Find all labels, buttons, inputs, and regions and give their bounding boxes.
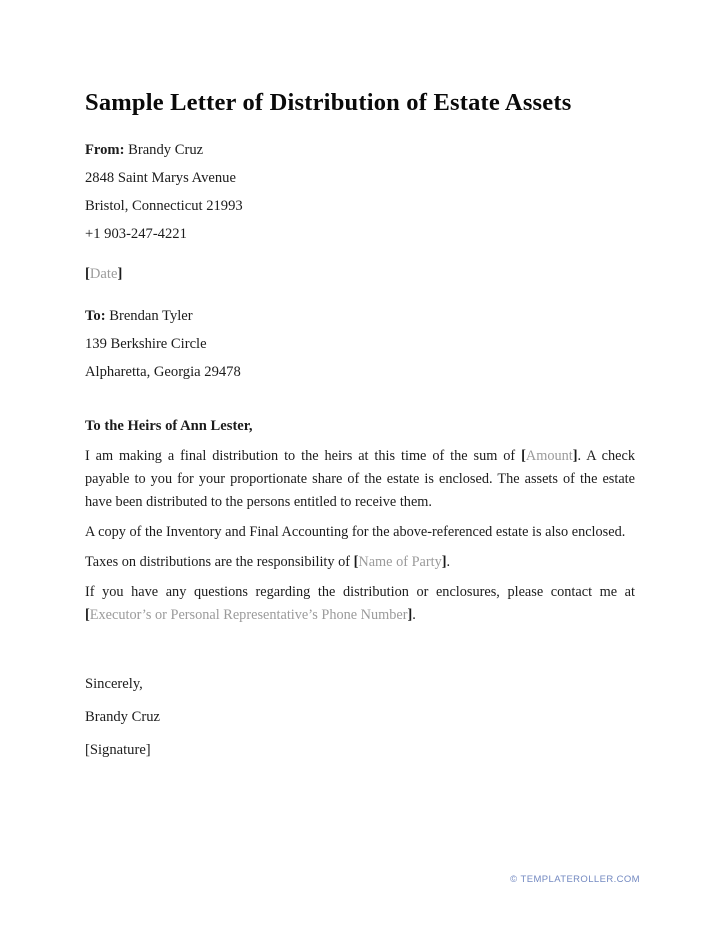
paragraph-questions-text-after: . — [412, 607, 416, 623]
recipient-name: Brendan Tyler — [109, 308, 193, 324]
phone-placeholder: Executor’s or Personal Representative’s Phone Number — [89, 607, 408, 623]
signature-placeholder: [Signature] — [85, 742, 151, 758]
recipient-city: Alpharetta, Georgia 29478 — [85, 364, 241, 380]
bracket-close: ] — [441, 554, 447, 570]
sender-from-line — [85, 136, 635, 164]
bracket-open: [ — [85, 607, 90, 623]
to-label: To: — [85, 308, 106, 324]
paragraph-taxes-text-after: . — [446, 554, 451, 570]
bracket-open: [ — [353, 554, 359, 570]
from-label: From: — [85, 142, 125, 158]
copyright-icon: © — [510, 874, 518, 885]
party-placeholder: Name of Party — [358, 554, 442, 570]
paragraph-inventory: A copy of the Inventory and Final Accounting for the above-referenced estate is also enclosed. — [85, 524, 626, 540]
date-placeholder — [85, 260, 635, 288]
date-placeholder-text: Date — [89, 266, 118, 282]
bracket-close: ] — [407, 607, 413, 623]
closing-valediction: Sincerely, — [85, 676, 143, 692]
sender-name: Brandy Cruz — [128, 142, 204, 158]
recipient-block — [85, 302, 635, 386]
paragraph-distribution — [85, 445, 635, 514]
paragraph-taxes — [85, 551, 635, 574]
footer-watermark — [510, 874, 640, 885]
recipient-street: 139 Berkshire Circle — [85, 336, 207, 352]
paragraph-taxes-text: Taxes on distributions are the responsibility of — [85, 554, 354, 570]
letter-title: Sample Letter of Distribution of Estate Assets — [85, 89, 572, 116]
sender-block — [85, 136, 635, 248]
bracket-open: [ — [85, 266, 90, 282]
recipient-to-line — [85, 302, 635, 330]
sender-phone: +1 903-247-4221 — [85, 226, 187, 242]
paragraph-questions-text: If you have any questions regarding the distribution or enclosures, please contact me at — [85, 584, 635, 600]
salutation: To the Heirs of Ann Lester, — [85, 418, 253, 434]
paragraph-questions — [85, 581, 635, 627]
paragraph-distribution-text: I am making a final distribution to the heirs at this time of the sum of — [85, 448, 522, 464]
bracket-close: ] — [572, 448, 578, 464]
footer-site-text: TEMPLATEROLLER.COM — [520, 874, 640, 885]
sender-street: 2848 Saint Marys Avenue — [85, 170, 236, 186]
bracket-close: ] — [117, 266, 123, 282]
amount-placeholder: Amount — [525, 448, 573, 464]
sender-city: Bristol, Connecticut 21993 — [85, 198, 243, 214]
paragraph-distribution-text-after: . A check payable to you for your proportionate share of the estate is enclosed. The assets of the estate have been distributed to the persons entitled to receive them. — [85, 448, 635, 510]
closing-block — [85, 668, 635, 767]
bracket-open: [ — [521, 448, 526, 464]
closing-name: Brandy Cruz — [85, 709, 160, 725]
